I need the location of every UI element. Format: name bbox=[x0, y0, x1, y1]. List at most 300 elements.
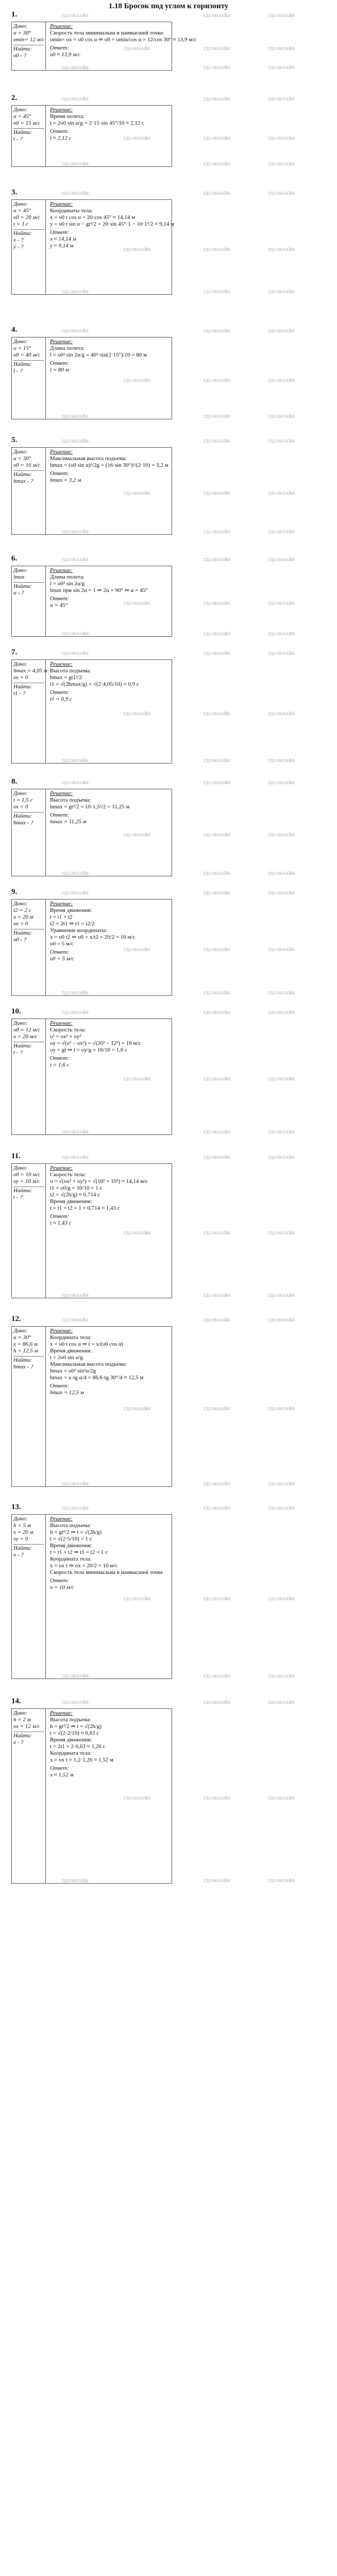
watermark: ГДЗ.ОНЛАЙН bbox=[204, 1231, 230, 1235]
problem-number: 13. bbox=[11, 1503, 21, 1511]
find-header: Найти: bbox=[13, 129, 32, 135]
answer-section bbox=[50, 1383, 170, 1396]
find-section bbox=[13, 1732, 44, 1746]
watermark: ГДЗ.ОНЛАЙН bbox=[268, 1796, 295, 1801]
watermark: ГДЗ.ОНЛАЙН bbox=[204, 651, 230, 656]
watermark: ГДЗ.ОНЛАЙН bbox=[62, 651, 89, 656]
watermark: ГДЗ.ОНЛАЙН bbox=[62, 1878, 89, 1883]
watermark: ГДЗ.ОНЛАЙН bbox=[204, 947, 230, 952]
solution-header: Решение: bbox=[50, 901, 73, 907]
answer-header: Ответ: bbox=[50, 1765, 70, 1771]
solution-line: x = υx t = 1,2·1,26 ≈ 1,52 м bbox=[50, 1757, 113, 1763]
answer-line: hmax = 3,2 м bbox=[50, 477, 81, 483]
watermark: ГДЗ.ОНЛАЙН bbox=[204, 491, 230, 496]
solution-column bbox=[49, 1164, 171, 1298]
watermark: ГДЗ.ОНЛАЙН bbox=[268, 632, 295, 636]
solution-line: υ = √(υx² + υy²) = √(10² + 10²) ≈ 14,14 м/с bbox=[50, 1178, 148, 1184]
find-line: l - ? bbox=[13, 368, 23, 374]
given-column bbox=[12, 1164, 46, 1298]
find-line: x - ? bbox=[13, 1739, 24, 1745]
watermark: ГДЗ.ОНЛАЙН bbox=[124, 947, 150, 952]
watermark: ГДЗ.ОНЛАЙН bbox=[62, 1674, 89, 1679]
watermark: ГДЗ.ОНЛАЙН bbox=[204, 1318, 230, 1323]
watermark: ГДЗ.ОНЛАЙН bbox=[204, 1796, 230, 1801]
answer-line: t ≈ 2,12 с bbox=[50, 135, 72, 141]
watermark: ГДЗ.ОНЛАЙН bbox=[268, 136, 295, 141]
watermark: ГДЗ.ОНЛАЙН bbox=[268, 1010, 295, 1015]
solution-column bbox=[49, 566, 171, 636]
watermark: ГДЗ.ОНЛАЙН bbox=[268, 601, 295, 606]
find-header: Найти: bbox=[13, 1357, 32, 1363]
watermark: ГДЗ.ОНЛАЙН bbox=[124, 833, 150, 837]
problem-number: 3. bbox=[11, 188, 18, 196]
solution-line: Максимальная высота подъема: bbox=[50, 455, 127, 462]
solution-line: Высота подъема: bbox=[50, 797, 91, 803]
watermark: ГДЗ.ОНЛАЙН bbox=[204, 758, 230, 763]
solution-line: h = gt²/2 ⇒ t = √(2h/g) bbox=[50, 1723, 102, 1730]
solution-line: hmax = gt1²/2 bbox=[50, 674, 82, 681]
find-line: y - ? bbox=[13, 244, 24, 250]
watermark: ГДЗ.ОНЛАЙН bbox=[124, 1796, 150, 1801]
watermark: ГДЗ.ОНЛАЙН bbox=[204, 530, 230, 534]
answer-line: x ≈ 1,52 м bbox=[50, 1772, 74, 1778]
solution-line: Время движения: bbox=[50, 1543, 92, 1549]
given-header: Дано: bbox=[13, 1165, 28, 1171]
solution-column bbox=[49, 1327, 171, 1486]
answer-section bbox=[50, 360, 170, 374]
solution-column bbox=[49, 1019, 171, 1134]
find-line: hmax - ? bbox=[13, 1364, 33, 1370]
solution-line: υy = gt ⇒ t = υy/g = 16/10 = 1,6 с bbox=[50, 1047, 128, 1053]
watermark: ГДЗ.ОНЛАЙН bbox=[268, 290, 295, 294]
find-section bbox=[13, 229, 44, 250]
watermark: ГДЗ.ОНЛАЙН bbox=[62, 65, 89, 70]
solution-line: t = √(2·2/10) ≈ 0,63 с bbox=[50, 1730, 99, 1736]
watermark: ГДЗ.ОНЛАЙН bbox=[268, 191, 295, 196]
given-column bbox=[12, 106, 46, 166]
watermark: ГДЗ.ОНЛАЙН bbox=[268, 13, 295, 18]
solution-line: Время движения: bbox=[50, 907, 92, 913]
find-header: Найти: bbox=[13, 930, 32, 936]
solution-line: t = t1 + t2 bbox=[50, 914, 73, 920]
watermark: ГДЗ.ОНЛАЙН bbox=[268, 46, 295, 51]
solution-column bbox=[49, 660, 171, 763]
watermark: ГДЗ.ОНЛАЙН bbox=[204, 601, 230, 606]
answer-line: t = 1,6 с bbox=[50, 1062, 70, 1068]
given-line: t = 1,5 с bbox=[13, 797, 33, 803]
answer-line: υ0 ≈ 13,9 м/с bbox=[50, 52, 81, 58]
given-line: x = 20 м bbox=[13, 1529, 33, 1535]
watermark: ГДЗ.ОНЛАЙН bbox=[268, 871, 295, 876]
answer-line: x ≈ 14,14 м bbox=[50, 236, 76, 242]
watermark: ГДЗ.ОНЛАЙН bbox=[124, 711, 150, 716]
answer-section bbox=[50, 229, 170, 249]
solution-header: Решение: bbox=[50, 1516, 73, 1522]
solution-header: Решение: bbox=[50, 567, 73, 573]
answer-header: Ответ: bbox=[50, 128, 70, 134]
solution-line: x = υ0 t cos α = 20·cos 45° ≈ 14,14 м bbox=[50, 214, 136, 221]
solution-header: Решение: bbox=[50, 661, 73, 667]
watermark: ГДЗ.ОНЛАЙН bbox=[268, 891, 295, 895]
solution-line: Уравнение координаты: bbox=[50, 927, 107, 934]
given-line: x = 86,6 м bbox=[13, 1341, 38, 1347]
watermark: ГДЗ.ОНЛАЙН bbox=[268, 1293, 295, 1298]
find-header: Найти: bbox=[13, 1043, 32, 1049]
watermark: ГДЗ.ОНЛАЙН bbox=[268, 1482, 295, 1486]
solution-header: Решение: bbox=[50, 23, 73, 29]
watermark: ГДЗ.ОНЛАЙН bbox=[62, 758, 89, 763]
find-section bbox=[13, 128, 44, 143]
watermark: ГДЗ.ОНЛАЙН bbox=[124, 1077, 150, 1081]
watermark: ГДЗ.ОНЛАЙН bbox=[268, 1318, 295, 1323]
watermark: ГДЗ.ОНЛАЙН bbox=[204, 439, 230, 444]
answer-header: Ответ: bbox=[50, 360, 70, 366]
given-line: υ0 = 12 м/с bbox=[13, 1027, 41, 1033]
watermark: ГДЗ.ОНЛАЙН bbox=[204, 65, 230, 70]
answer-header: Ответ: bbox=[50, 229, 70, 235]
given-header: Дано: bbox=[13, 1516, 28, 1522]
watermark: ГДЗ.ОНЛАЙН bbox=[268, 1506, 295, 1511]
find-line: t1 - ? bbox=[13, 690, 26, 697]
solution-line: Скорость тела минимальна в наивысшей точке: bbox=[50, 30, 165, 36]
given-header: Дано: bbox=[13, 1328, 28, 1334]
watermark: ГДЗ.ОНЛАЙН bbox=[204, 711, 230, 716]
solution-header: Решение: bbox=[50, 449, 73, 455]
solution-line: hmax = x·tg α/4 = 86,6·tg 30°/4 ≈ 12,5 м bbox=[50, 1375, 144, 1381]
answer-section bbox=[50, 1213, 170, 1227]
given-column bbox=[12, 200, 46, 294]
watermark: ГДЗ.ОНЛАЙН bbox=[268, 1155, 295, 1160]
given-line: hmax = 4,05 м bbox=[13, 668, 47, 674]
watermark: ГДЗ.ОНЛАЙН bbox=[62, 191, 89, 196]
given-line: lmax bbox=[13, 574, 25, 580]
solution-line: hmax = gt²/2 = 10·1,5²/2 = 11,25 м bbox=[50, 804, 130, 810]
find-section bbox=[13, 1042, 44, 1056]
given-line: υx = 0 bbox=[13, 674, 28, 681]
watermark: ГДЗ.ОНЛАЙН bbox=[62, 1506, 89, 1511]
watermark: ГДЗ.ОНЛАЙН bbox=[204, 1010, 230, 1015]
answer-section bbox=[50, 949, 170, 962]
given-line: υmin= 12 м/с bbox=[13, 37, 45, 43]
watermark: ГДЗ.ОНЛАЙН bbox=[204, 247, 230, 252]
solution-line: x = υ0 t cos α ⇒ t = x/(υ0 cos α) bbox=[50, 1341, 124, 1347]
watermark: ГДЗ.ОНЛАЙН bbox=[62, 530, 89, 534]
answer-header: Ответ: bbox=[50, 1383, 70, 1389]
find-section bbox=[13, 1187, 44, 1201]
solution-line: l = υ0² sin 2α/g = 40²·sin(2·15°)/10 = 80 м bbox=[50, 352, 147, 358]
answer-header: Ответ: bbox=[50, 1578, 70, 1584]
solution-line: lmax при sin 2α = 1 ⇒ 2α = 90° ⇒ α = 45° bbox=[50, 587, 148, 594]
watermark: ГДЗ.ОНЛАЙН bbox=[62, 1482, 89, 1486]
find-header: Найти: bbox=[13, 583, 32, 589]
find-section bbox=[13, 582, 44, 597]
find-header: Найти: bbox=[13, 1733, 32, 1739]
solution-line: t = 2υ0 sin α/g bbox=[50, 1354, 83, 1361]
watermark: ГДЗ.ОНЛАЙН bbox=[268, 1406, 295, 1411]
given-line: υ0 = 20 м/с bbox=[13, 214, 41, 221]
watermark: ГДЗ.ОНЛАЙН bbox=[124, 247, 150, 252]
watermark: ГДЗ.ОНЛАЙН bbox=[268, 530, 295, 534]
problem-number: 14. bbox=[11, 1697, 21, 1705]
watermark: ГДЗ.ОНЛАЙН bbox=[62, 290, 89, 294]
watermark: ГДЗ.ОНЛАЙН bbox=[62, 1010, 89, 1015]
watermark: ГДЗ.ОНЛАЙН bbox=[268, 439, 295, 444]
given-line: υ = 20 м/с bbox=[13, 1033, 38, 1040]
given-line: α = 45° bbox=[13, 113, 31, 120]
answer-header: Ответ: bbox=[50, 1055, 70, 1061]
watermark: ГДЗ.ОНЛАЙН bbox=[124, 1406, 150, 1411]
solution-line: Время полета: bbox=[50, 113, 85, 120]
find-line: t - ? bbox=[13, 1049, 23, 1056]
solution-line: t1 = √(2hmax/g) = √(2·4,05/10) = 0,9 с bbox=[50, 681, 139, 687]
find-line: hmax - ? bbox=[13, 478, 33, 484]
watermark: ГДЗ.ОНЛАЙН bbox=[204, 290, 230, 294]
solution-line: Длина полета: bbox=[50, 345, 85, 351]
given-line: υ0 = 15 м/с bbox=[13, 120, 41, 126]
find-section bbox=[13, 812, 44, 826]
watermark: ГДЗ.ОНЛАЙН bbox=[62, 439, 89, 444]
watermark: ГДЗ.ОНЛАЙН bbox=[204, 162, 230, 166]
answer-line: t ≈ 1,43 с bbox=[50, 1220, 72, 1226]
given-column bbox=[12, 566, 46, 636]
answer-section bbox=[50, 1765, 170, 1778]
solution-line: Скорость тела: bbox=[50, 1027, 86, 1033]
watermark: ГДЗ.ОНЛАЙН bbox=[204, 136, 230, 141]
given-column bbox=[12, 448, 46, 534]
find-line: x - ? bbox=[13, 237, 24, 243]
solution-line: υ² = υx² + υy² bbox=[50, 1033, 81, 1040]
solution-line: t2 = 2t1 ⇒ t1 = t2/2 bbox=[50, 921, 95, 927]
given-header: Дано: bbox=[13, 201, 28, 207]
find-header: Найти: bbox=[13, 684, 32, 690]
solution-line: Координата тела: bbox=[50, 1556, 92, 1562]
solution-line: t = t1 + t2 ⇒ t1 = t2 = 1 с bbox=[50, 1549, 108, 1555]
find-line: t - ? bbox=[13, 136, 23, 142]
solution-column bbox=[49, 789, 171, 876]
solution-line: x = υx t ⇒ υx = 20/2 = 10 м/с bbox=[50, 1563, 118, 1569]
solution-line: Высота подъема: bbox=[50, 1717, 91, 1723]
given-line: υ0 = 10 м/с bbox=[13, 1172, 41, 1178]
watermark: ГДЗ.ОНЛАЙН bbox=[268, 991, 295, 995]
watermark: ГДЗ.ОНЛАЙН bbox=[204, 414, 230, 419]
find-section bbox=[13, 683, 44, 697]
solution-column bbox=[49, 1709, 171, 1883]
watermark: ГДЗ.ОНЛАЙН bbox=[62, 781, 89, 785]
watermark: ГДЗ.ОНЛАЙН bbox=[204, 1597, 230, 1601]
solution-line: Координата тела: bbox=[50, 1750, 92, 1756]
watermark: ГДЗ.ОНЛАЙН bbox=[204, 13, 230, 18]
watermark: ГДЗ.ОНЛАЙН bbox=[204, 833, 230, 837]
solution-line: Максимальная высота подъема: bbox=[50, 1361, 127, 1367]
find-line: α - ? bbox=[13, 590, 24, 596]
watermark: ГДЗ.ОНЛАЙН bbox=[204, 891, 230, 895]
solution-line: Скорость тела: bbox=[50, 1172, 86, 1178]
problem-number: 11. bbox=[11, 1152, 21, 1160]
watermark: ГДЗ.ОНЛАЙН bbox=[204, 1482, 230, 1486]
watermark: ГДЗ.ОНЛАЙН bbox=[124, 378, 150, 383]
watermark: ГДЗ.ОНЛАЙН bbox=[268, 1674, 295, 1679]
watermark: ГДЗ.ОНЛАЙН bbox=[204, 781, 230, 785]
answer-section bbox=[50, 596, 170, 609]
find-header: Найти: bbox=[13, 230, 32, 236]
watermark: ГДЗ.ОНЛАЙН bbox=[62, 871, 89, 876]
given-header: Дано: bbox=[13, 107, 28, 113]
find-line: υ - ? bbox=[13, 1552, 24, 1558]
watermark: ГДЗ.ОНЛАЙН bbox=[268, 781, 295, 785]
watermark: ГДЗ.ОНЛАЙН bbox=[62, 162, 89, 166]
watermark: ГДЗ.ОНЛАЙН bbox=[124, 601, 150, 606]
watermark: ГДЗ.ОНЛАЙН bbox=[62, 891, 89, 895]
solution-line: l = υ0² sin 2α/g bbox=[50, 581, 85, 587]
given-column bbox=[12, 660, 46, 763]
given-column bbox=[12, 337, 46, 419]
find-header: Найти: bbox=[13, 1188, 32, 1194]
find-line: υ0 - ? bbox=[13, 937, 27, 943]
given-column bbox=[12, 1019, 46, 1134]
find-section bbox=[13, 929, 44, 943]
watermark: ГДЗ.ОНЛАЙН bbox=[62, 13, 89, 18]
answer-header: Ответ: bbox=[50, 596, 70, 602]
solution-line: hmax = (υ0 sin α)²/2g = (16·sin 30°)²/(2·10) = 3,2 м bbox=[50, 462, 168, 468]
problem-number: 4. bbox=[11, 326, 18, 334]
find-header: Найти: bbox=[13, 813, 32, 819]
watermark: ГДЗ.ОНЛАЙН bbox=[268, 557, 295, 562]
watermark: ГДЗ.ОНЛАЙН bbox=[268, 1878, 295, 1883]
problem-number: 1. bbox=[11, 10, 18, 19]
given-line: υy = 10 м/с bbox=[13, 1178, 40, 1184]
watermark: ГДЗ.ОНЛАЙН bbox=[62, 991, 89, 995]
watermark: ГДЗ.ОНЛАЙН bbox=[268, 378, 295, 383]
solution-line: t = 2t1 = 2·0,63 ≈ 1,26 с bbox=[50, 1743, 106, 1750]
find-header: Найти: bbox=[13, 1545, 32, 1551]
watermark: ГДЗ.ОНЛАЙН bbox=[62, 1293, 89, 1298]
watermark: ГДЗ.ОНЛАЙН bbox=[204, 97, 230, 101]
problem-number: 8. bbox=[11, 777, 18, 786]
given-column bbox=[12, 1327, 46, 1486]
problem-number: 9. bbox=[11, 888, 18, 896]
answer-section bbox=[50, 1055, 170, 1069]
find-section bbox=[13, 1544, 44, 1558]
solution-column bbox=[49, 448, 171, 534]
watermark: ГДЗ.ОНЛАЙН bbox=[124, 491, 150, 496]
answer-section bbox=[50, 689, 170, 703]
find-header: Найти: bbox=[13, 361, 32, 367]
watermark: ГДЗ.ОНЛАЙН bbox=[62, 1130, 89, 1134]
answer-section bbox=[50, 1578, 170, 1591]
answer-section bbox=[50, 812, 170, 825]
given-line: α = 30° bbox=[13, 455, 31, 462]
watermark: ГДЗ.ОНЛАЙН bbox=[204, 329, 230, 333]
solution-line: t1 = υ0/g = 10/10 = 1 с bbox=[50, 1185, 103, 1191]
solution-column bbox=[49, 337, 171, 419]
solution-line: h = gt²/2 ⇒ t = √(2h/g) bbox=[50, 1529, 102, 1535]
watermark: ГДЗ.ОНЛАЙН bbox=[268, 1231, 295, 1235]
given-line: υy = 0 bbox=[13, 1536, 28, 1542]
watermark: ГДЗ.ОНЛАЙН bbox=[204, 1077, 230, 1081]
find-line: t - ? bbox=[13, 1194, 23, 1200]
answer-header: Ответ: bbox=[50, 1213, 70, 1219]
solution-line: υy = √(υ² − υx²) = √(20² − 12²) = 16 м/с bbox=[50, 1040, 141, 1046]
watermark: ГДЗ.ОНЛАЙН bbox=[268, 833, 295, 837]
find-line: hmax - ? bbox=[13, 820, 33, 826]
watermark: ГДЗ.ОНЛАЙН bbox=[268, 758, 295, 763]
given-line: t2 = 2 с bbox=[13, 907, 31, 913]
watermark: ГДЗ.ОНЛАЙН bbox=[204, 1700, 230, 1705]
given-header: Дано: bbox=[13, 1020, 28, 1026]
solution-line: Высота подъема: bbox=[50, 668, 91, 674]
watermark: ГДЗ.ОНЛАЙН bbox=[62, 1700, 89, 1705]
given-column bbox=[12, 1515, 46, 1679]
given-header: Дано: bbox=[13, 661, 28, 667]
problem-number: 6. bbox=[11, 554, 18, 563]
answer-header: Ответ: bbox=[50, 812, 70, 818]
solution-header: Решение: bbox=[50, 201, 73, 207]
watermark: ГДЗ.ОНЛАЙН bbox=[124, 46, 150, 51]
answer-line: hmax = 12,5 м bbox=[50, 1389, 84, 1396]
solution-header: Решение: bbox=[50, 1020, 73, 1026]
answer-line: y ≈ 9,14 м bbox=[50, 243, 74, 249]
watermark: ГДЗ.ОНЛАЙН bbox=[268, 65, 295, 70]
solution-header: Решение: bbox=[50, 107, 73, 113]
answer-line: t1 = 0,9 с bbox=[50, 696, 72, 702]
solution-line: Время движения: bbox=[50, 1198, 92, 1205]
solution-line: Высота подъема: bbox=[50, 1522, 91, 1529]
page-title: 1.18 Бросок под углом к горизонту bbox=[108, 2, 229, 10]
solution-column bbox=[49, 1515, 171, 1679]
given-column bbox=[12, 789, 46, 876]
watermark: ГДЗ.ОНЛАЙН bbox=[62, 1155, 89, 1160]
find-section bbox=[13, 470, 44, 485]
solution-line: t = 2υ0 sin α/g = 2·15·sin 45°/10 ≈ 2,12 с bbox=[50, 120, 144, 126]
watermark: ГДЗ.ОНЛАЙН bbox=[204, 1293, 230, 1298]
given-line: υx = 12 м/с bbox=[13, 1723, 40, 1730]
watermark: ГДЗ.ОНЛАЙН bbox=[124, 1597, 150, 1601]
solution-header: Решение: bbox=[50, 790, 73, 796]
solution-line: t2 = √(2h/g) ≈ 0,714 с bbox=[50, 1192, 100, 1198]
watermark: ГДЗ.ОНЛАЙН bbox=[204, 1406, 230, 1411]
solution-header: Решение: bbox=[50, 338, 73, 345]
answer-section bbox=[50, 128, 170, 142]
watermark: ГДЗ.ОНЛАЙН bbox=[204, 378, 230, 383]
watermark: ГДЗ.ОНЛАЙН bbox=[268, 97, 295, 101]
solution-line: t = √(2·5/10) = 1 с bbox=[50, 1536, 92, 1542]
watermark: ГДЗ.ОНЛАЙН bbox=[62, 632, 89, 636]
watermark: ГДЗ.ОНЛАЙН bbox=[204, 46, 230, 51]
solution-line: υ0 = 5 м/с bbox=[50, 941, 74, 947]
watermark: ГДЗ.ОНЛАЙН bbox=[204, 1506, 230, 1511]
given-line: υ0 = 16 м/с bbox=[13, 462, 41, 468]
given-header: Дано: bbox=[13, 567, 28, 573]
solution-header: Решение: bbox=[50, 1710, 73, 1716]
solution-line: t = t1 + t2 = 1 + 0,714 ≈ 1,43 с bbox=[50, 1205, 120, 1211]
watermark: ГДЗ.ОНЛАЙН bbox=[62, 97, 89, 101]
given-line: h = 5 м bbox=[13, 1522, 31, 1529]
find-section bbox=[13, 360, 44, 375]
watermark: ГДЗ.ОНЛАЙН bbox=[124, 1231, 150, 1235]
given-header: Дано: bbox=[13, 338, 28, 345]
given-column bbox=[12, 1709, 46, 1883]
solution-line: Координата тела: bbox=[50, 1334, 92, 1341]
given-line: α = 15° bbox=[13, 345, 31, 351]
answer-line: υ = 10 м/с bbox=[50, 1584, 74, 1590]
given-line: t = 1 с bbox=[13, 221, 29, 227]
watermark: ГДЗ.ОНЛАЙН bbox=[204, 632, 230, 636]
solution-line: Время движения: bbox=[50, 1737, 92, 1743]
answer-header: Ответ: bbox=[50, 470, 70, 477]
solution-header: Решение: bbox=[50, 1165, 73, 1171]
solution-line: y = υ0 t sin α − gt²/2 = 20·sin 45°·1 − 10·1²/2 ≈ 9,14 м bbox=[50, 221, 174, 227]
watermark: ГДЗ.ОНЛАЙН bbox=[204, 1155, 230, 1160]
